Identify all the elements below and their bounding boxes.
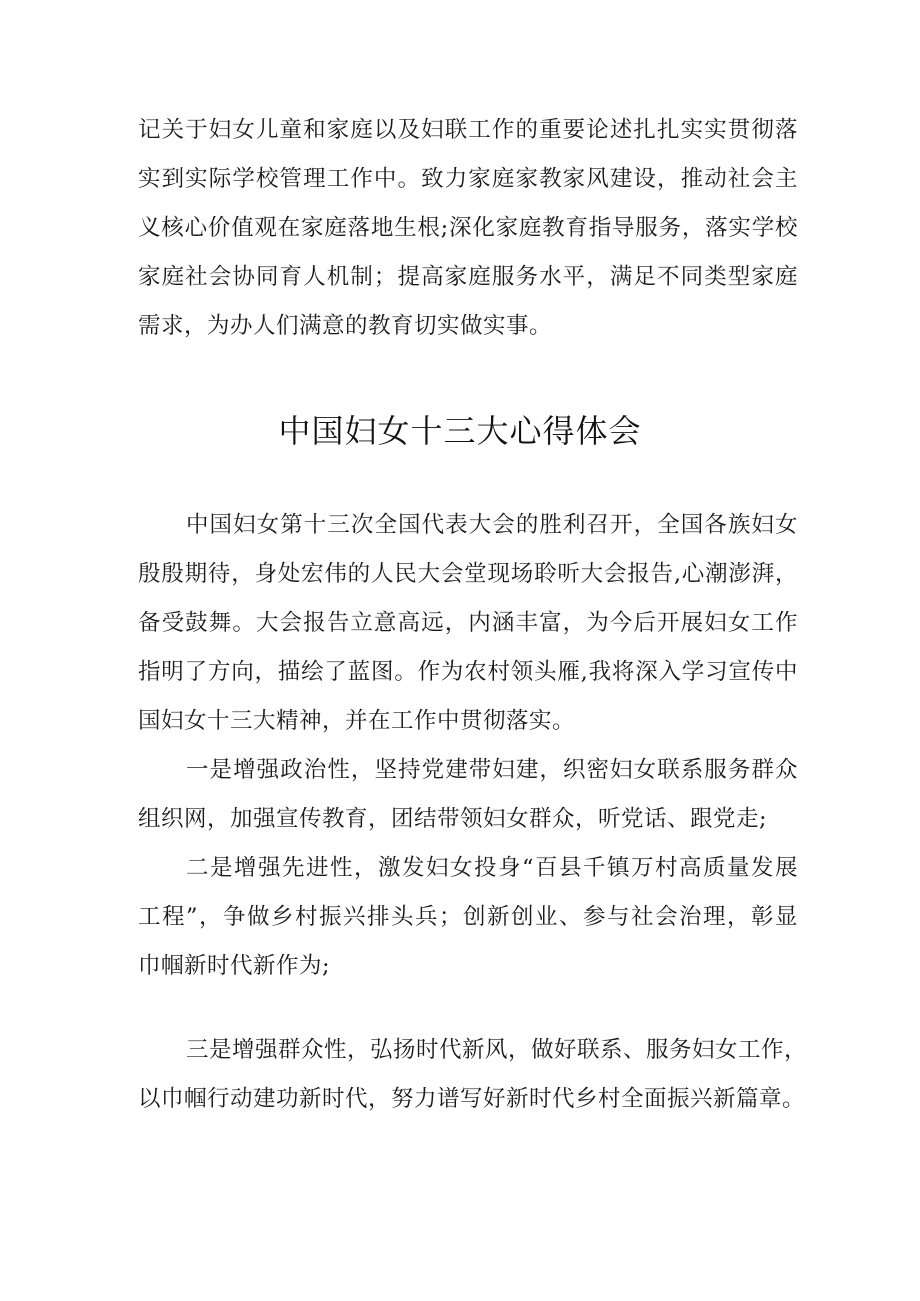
intro-line-2: 实到实际学校管理工作中。致力家庭家教家风建设，推动社会主: [138, 166, 798, 192]
paragraph4-line-2: 以巾帼行动建功新时代，努力谱写好新时代乡村全面振兴新篇章。: [138, 1086, 806, 1112]
paragraph2-line-1: 一是增强政治性，坚持党建带妇建，织密妇女联系服务群众: [186, 757, 798, 783]
intro-line-1: 记关于妇女儿童和家庭以及妇联工作的重要论述扎扎实实贯彻落: [138, 117, 798, 143]
paragraph2-line-2: 组织网，加强宣传教育，团结带领妇女群众，听党话、跟党走;: [138, 806, 768, 832]
document-title: 中国妇女十三大心得体会: [278, 412, 642, 450]
paragraph1-line-4: 指明了方向，描绘了蓝图。作为农村领头雁,我将深入学习宣传中: [138, 659, 798, 685]
paragraph1-line-1: 中国妇女第十三次全国代表大会的胜利召开，全国各族妇女: [186, 512, 798, 538]
paragraph1-line-3: 备受鼓舞。大会报告立意高远，内涵丰富，为今后开展妇女工作: [138, 610, 798, 636]
paragraph1-line-2: 殷殷期待，身处宏伟的人民大会堂现场聆听大会报告,心潮澎湃，: [138, 561, 798, 587]
paragraph3-line-3: 巾帼新时代新作为;: [138, 953, 331, 979]
intro-line-3: 义核心价值观在家庭落地生根;深化家庭教育指导服务，落实学校: [138, 215, 798, 241]
paragraph4-line-1: 三是增强群众性，弘扬时代新风，做好联系、服务妇女工作，: [186, 1037, 808, 1063]
paragraph3-line-1: 二是增强先进性，激发妇女投身“百县千镇万村高质量发展: [186, 855, 798, 881]
paragraph1-line-5: 国妇女十三大精神，并在工作中贯彻落实。: [138, 708, 576, 734]
intro-line-4: 家庭社会协同育人机制；提高家庭服务水平，满足不同类型家庭: [138, 264, 798, 290]
paragraph3-line-2: 工程”，争做乡村振兴排头兵；创新创业、参与社会治理，彰显: [138, 904, 798, 930]
intro-line-5: 需求，为办人们满意的教育切实做实事。: [138, 313, 553, 339]
